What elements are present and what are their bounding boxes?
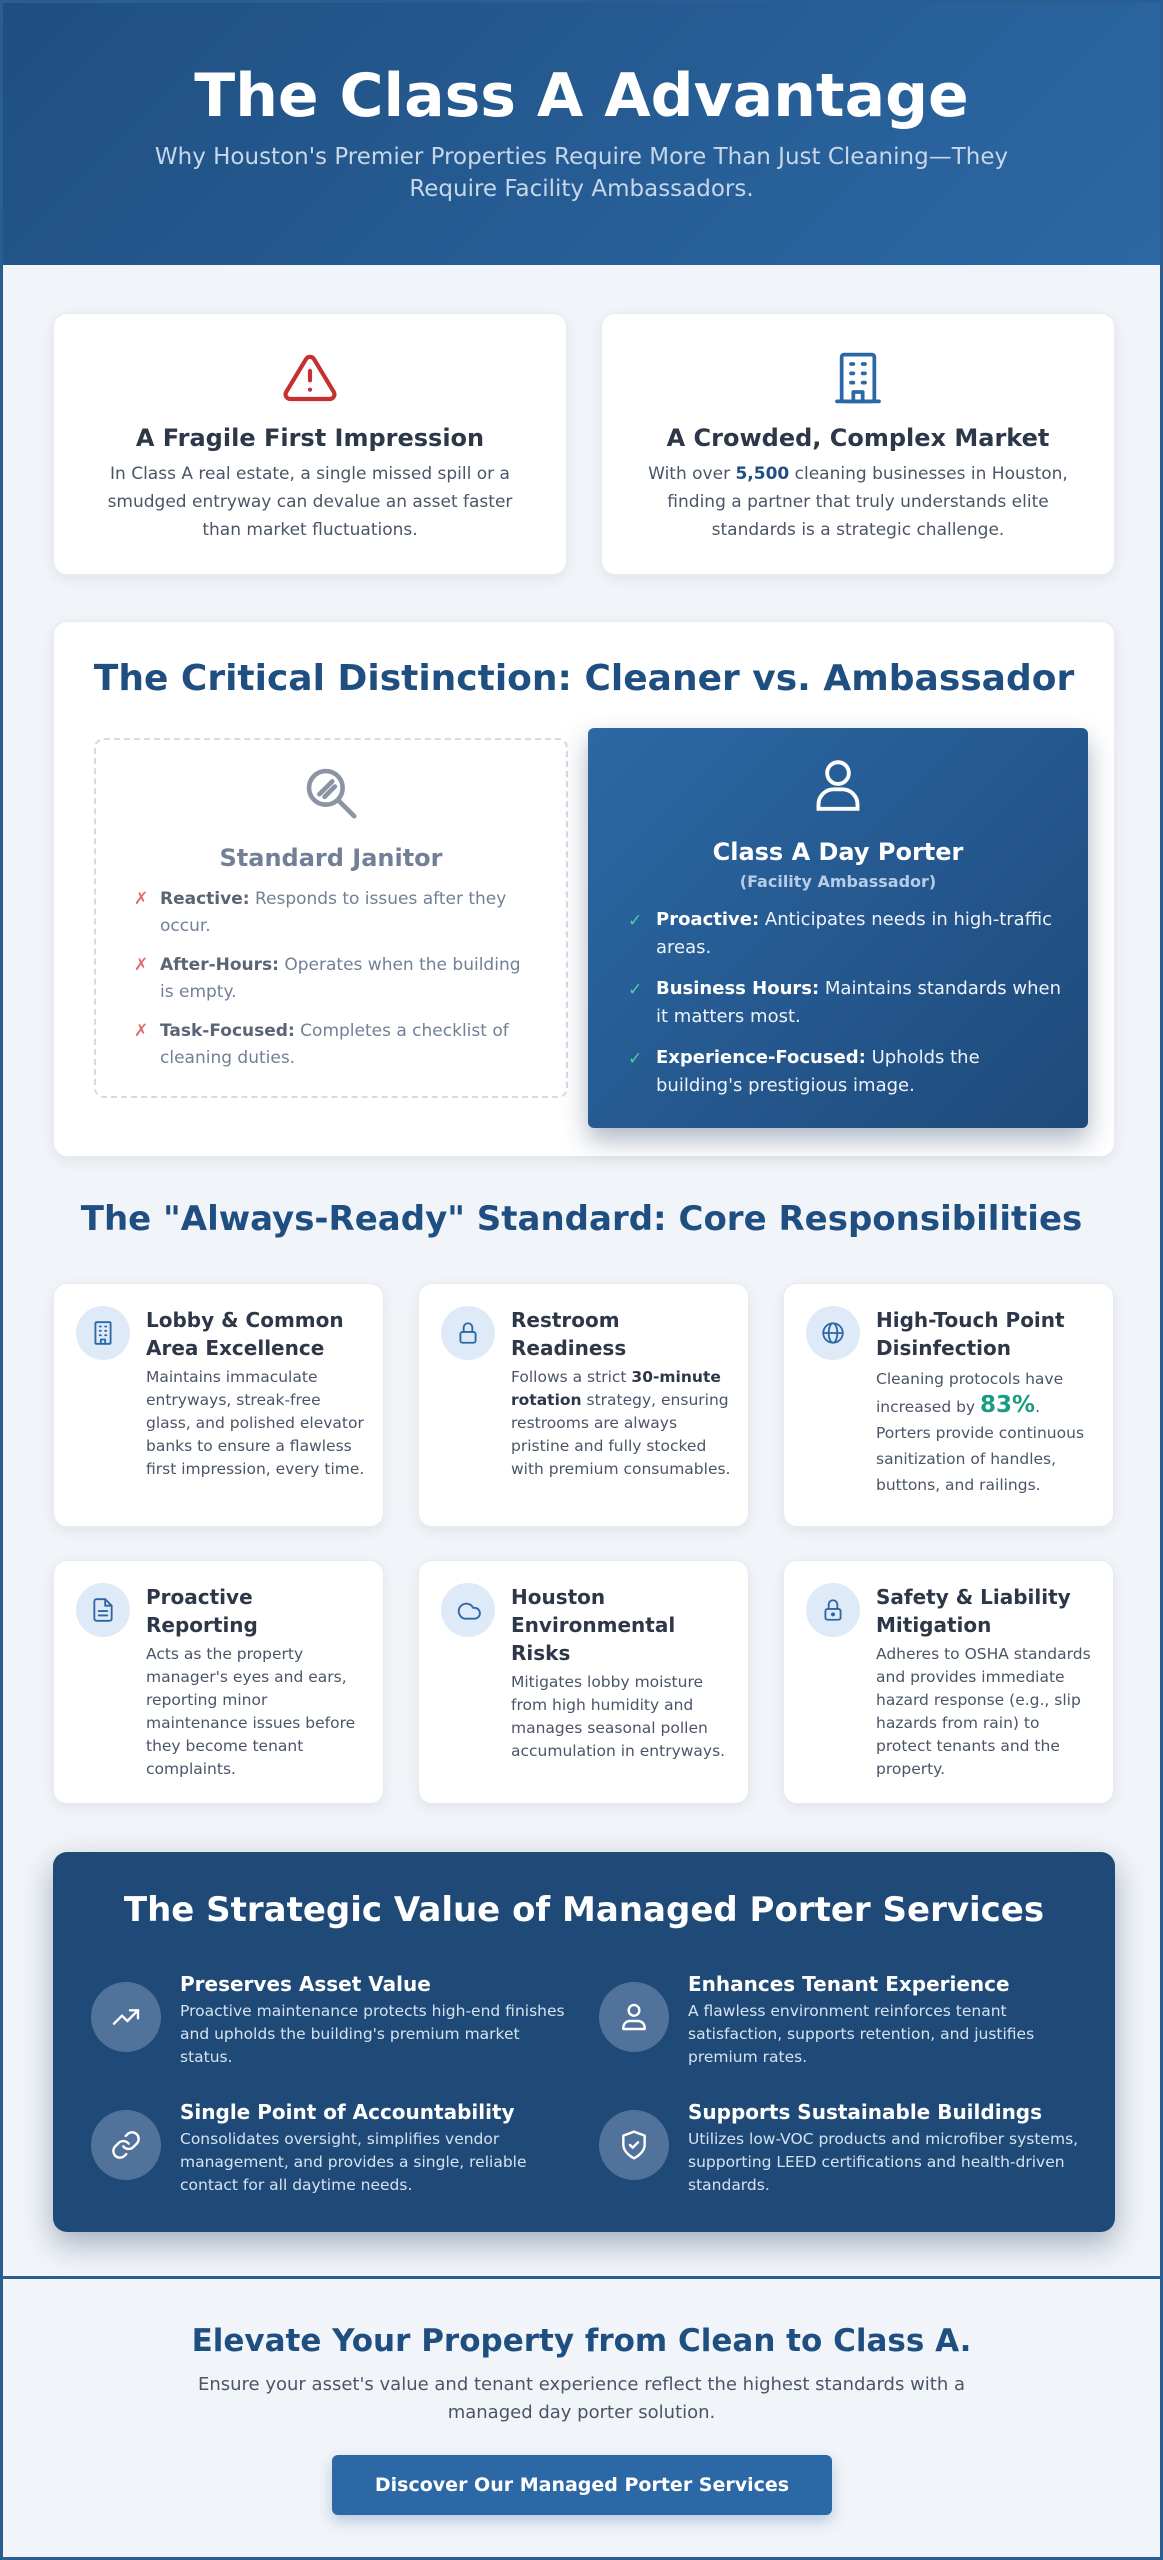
list-item: ✗ Reactive: Responds to issues after they occur.	[134, 886, 536, 940]
user-icon	[588, 756, 1088, 814]
card-text: Follows a strict 30-minute rotation strategy, ensuring restrooms are always pristine and fully stocked with premium consumables.	[511, 1368, 731, 1478]
cta-title: Elevate Your Property from Clean to Class A.	[191, 2323, 972, 2359]
lock-icon	[441, 1306, 495, 1360]
cta-section	[3, 2276, 1160, 2560]
business-count: 5,500	[735, 464, 790, 484]
strategic-title: The Strategic Value of Managed Porter Services	[123, 1890, 1045, 1930]
janitor-title: Standard Janitor	[219, 844, 443, 872]
distinction-card	[53, 621, 1115, 1157]
building-icon	[76, 1306, 130, 1360]
value-title: Preserves Asset Value	[180, 1972, 431, 1996]
card-text: Acts as the property manager's eyes and ears, reporting minor maintenance issues before they become tenant complaints.	[146, 1645, 356, 1778]
responsibility-card-disinfection	[783, 1283, 1114, 1527]
card-title: Restroom Readiness	[511, 1308, 627, 1360]
check-mark-icon: ✓	[628, 1049, 643, 1069]
responsibility-card-reporting	[53, 1560, 384, 1804]
users-icon	[599, 1982, 669, 2052]
janitor-list	[134, 886, 536, 1084]
card-text: With over 5,500 cleaning businesses in Houston, finding a partner that truly understands elite standards is a strategic challenge.	[648, 464, 1068, 540]
value-title: Enhances Tenant Experience	[688, 1972, 1010, 1996]
value-item	[91, 1972, 571, 2072]
globe-icon	[806, 1306, 860, 1360]
x-mark-icon: ✗	[134, 889, 149, 909]
list-item: ✓ Business Hours: Maintains standards when it matters most.	[628, 978, 1062, 1027]
list-item: ✓ Proactive: Anticipates needs in high-traffic areas.	[628, 909, 1052, 958]
strategic-value-panel	[53, 1852, 1115, 2232]
responsibility-card-environment	[418, 1560, 749, 1804]
page-title: The Class A Advantage	[194, 61, 969, 131]
check-mark-icon: ✓	[628, 911, 643, 931]
responsibility-card-lobby	[53, 1283, 384, 1527]
responsibilities-title: The "Always-Ready" Standard: Core Responsibilities	[80, 1199, 1083, 1239]
page-subtitle: Why Houston's Premier Properties Require More Than Just Cleaning—They Require Facility Ambassadors.	[154, 144, 1009, 202]
value-text: Proactive maintenance protects high-end finishes and upholds the building's premium market status.	[180, 2002, 565, 2066]
shield-check-icon	[599, 2110, 669, 2180]
value-title: Supports Sustainable Buildings	[688, 2100, 1043, 2124]
fragile-impression-card	[53, 313, 567, 575]
card-title: Lobby & Common Area Excellence	[146, 1308, 344, 1360]
document-icon	[76, 1583, 130, 1637]
value-item	[599, 1972, 1079, 2072]
standard-janitor-panel	[94, 738, 568, 1098]
check-mark-icon: ✓	[628, 980, 643, 1000]
day-porter-panel	[588, 728, 1088, 1128]
cloud-icon	[441, 1583, 495, 1637]
card-title: Houston Environmental Risks	[511, 1585, 676, 1665]
link-icon	[91, 2110, 161, 2180]
card-text: Maintains immaculate entryways, streak-free glass, and polished elevator banks to ensure a flawless first impression, every time.	[146, 1368, 365, 1478]
value-text: Utilizes low-VOC products and microfiber systems, supporting LEED certifications and health-driven standards.	[688, 2130, 1079, 2194]
value-item	[599, 2100, 1079, 2200]
crowded-market-card	[601, 313, 1115, 575]
x-mark-icon: ✗	[134, 1021, 149, 1041]
x-mark-icon: ✗	[134, 955, 149, 975]
value-text: Consolidates oversight, simplifies vendor management, and provides a single, reliable contact for all daytime needs.	[180, 2130, 527, 2194]
cta-text: Ensure your asset's value and tenant experience reflect the highest standards with a managed day porter solution.	[197, 2374, 966, 2423]
discover-services-button[interactable]: Discover Our Managed Porter Services	[332, 2455, 832, 2515]
card-text: In Class A real estate, a single missed spill or a smudged entryway can devalue an asset faster than market fluctuations.	[107, 464, 513, 540]
porter-subtitle: (Facility Ambassador)	[739, 872, 937, 891]
hero-header	[3, 3, 1160, 265]
card-title: A Fragile First Impression	[135, 424, 485, 452]
section-title: The Critical Distinction: Cleaner vs. Ambassador	[93, 658, 1075, 699]
card-text: Adheres to OSHA standards and provides immediate hazard response (e.g., slip hazards from rain) to protect tenants and the property.	[876, 1645, 1091, 1778]
warning-triangle-icon	[54, 350, 566, 406]
trending-up-icon	[91, 1982, 161, 2052]
porter-list	[628, 906, 1068, 1113]
list-item: ✓ Experience-Focused: Upholds the building's prestigious image.	[628, 1047, 980, 1096]
value-text: A flawless environment reinforces tenant satisfaction, supports retention, and justifies premium rates.	[688, 2002, 1035, 2066]
value-title: Single Point of Accountability	[180, 2100, 515, 2124]
card-title: High-Touch Point Disinfection	[876, 1308, 1065, 1360]
list-item: ✗ After-Hours: Operates when the building is empty.	[134, 952, 536, 1006]
card-title: Safety & Liability Mitigation	[876, 1585, 1071, 1637]
value-item	[91, 2100, 571, 2200]
office-building-icon	[602, 350, 1114, 406]
search-icon	[96, 762, 566, 824]
padlock-icon	[806, 1583, 860, 1637]
porter-title: Class A Day Porter	[712, 838, 964, 866]
stat-value: 83%	[980, 1392, 1036, 1418]
card-text: Mitigates lobby moisture from high humidity and manages seasonal pollen accumulation in entryways.	[511, 1673, 726, 1760]
card-text: Cleaning protocols have increased by 83%. Porters provide continuous sanitization of handles, buttons, and railings.	[876, 1370, 1085, 1494]
responsibility-card-safety	[783, 1560, 1114, 1804]
list-item: ✗ Task-Focused: Completes a checklist of cleaning duties.	[134, 1018, 536, 1072]
card-title: Proactive Reporting	[146, 1585, 258, 1637]
responsibility-card-restroom	[418, 1283, 749, 1527]
card-title: A Crowded, Complex Market	[666, 424, 1050, 452]
